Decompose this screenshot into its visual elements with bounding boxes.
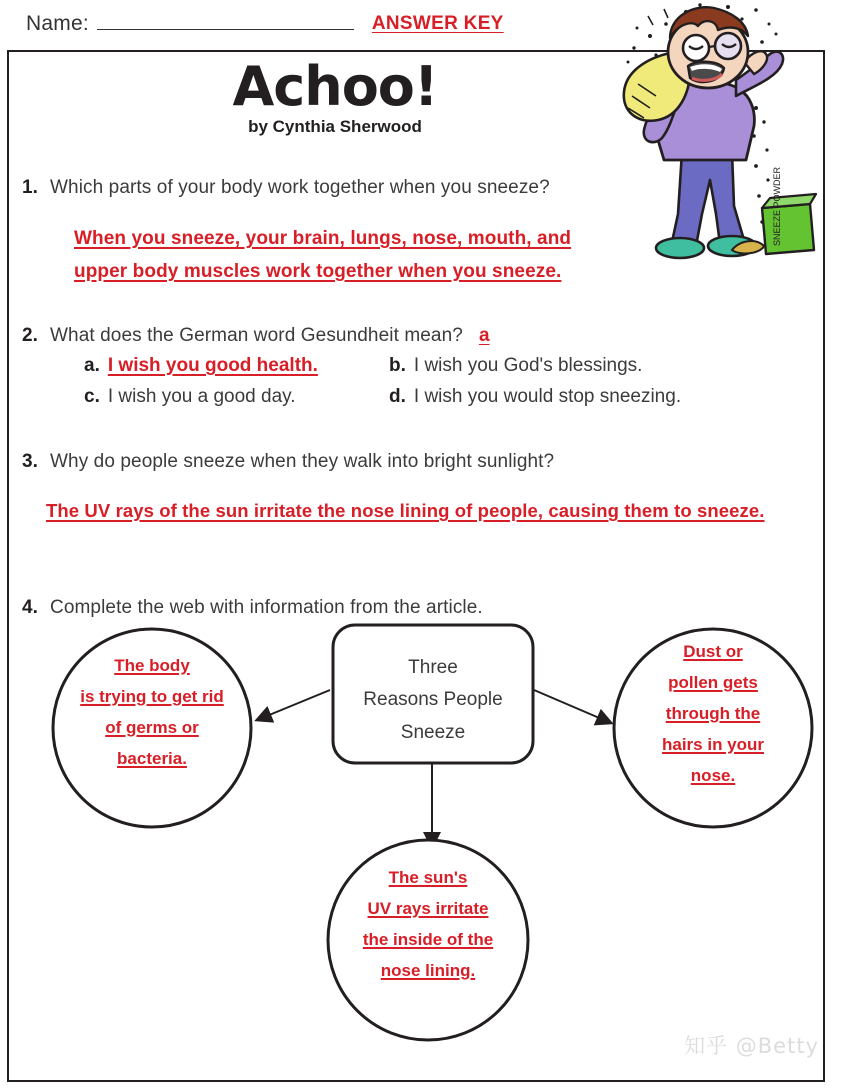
question-4-number: 4. <box>22 597 38 618</box>
choice-a-text: I wish you good health. <box>107 355 318 376</box>
web-right-line-1: Dust or <box>683 642 743 661</box>
sneeze-powder-box <box>732 166 816 254</box>
web-left-line-4: bacteria. <box>117 748 187 768</box>
web-center-line-1: Three <box>408 657 458 678</box>
byline: by Cynthia Sherwood <box>248 117 422 136</box>
question-1-answer <box>74 228 571 294</box>
choice-c-text: I wish you a good day. <box>107 386 296 407</box>
page-title: Achoo! <box>232 55 438 118</box>
choice-row-2 <box>84 386 784 408</box>
question-2-choices <box>84 355 784 417</box>
answer-key-stamp: ANSWER KEY <box>371 13 504 34</box>
left-shoe <box>656 238 704 258</box>
web-bottom-line-1: The sun's <box>388 868 468 887</box>
choice-d-text: I wish you would stop sneezing. <box>413 386 682 407</box>
choice-a[interactable] <box>84 355 389 377</box>
question-1-answer-line-1: When you sneeze, your brain, lungs, nose, mouth, and <box>74 228 572 249</box>
question-3-text: Why do people sneeze when they walk into bright sunlight? <box>50 451 555 472</box>
web-right-line-3: through the <box>665 703 761 723</box>
question-3-answer-line-1: The UV rays of the sun irritate the nose lining of people, causing them to sneeze. <box>46 500 765 521</box>
choice-d[interactable] <box>389 386 681 408</box>
question-3-number: 3. <box>22 451 38 472</box>
question-1-number: 1. <box>22 177 38 198</box>
question-4-text: Complete the web with information from the article. <box>50 597 483 618</box>
question-2 <box>22 325 490 347</box>
web-center-line-3: Sneeze <box>400 721 466 743</box>
web-bottom-line-2: UV rays irritate <box>367 898 489 918</box>
choice-c-letter: c. <box>84 386 100 407</box>
question-2-text: What does the German word Gesundheit mean? <box>50 325 463 346</box>
question-1-text: Which parts of your body work together when you sneeze? <box>50 177 550 198</box>
web-node-bottom-circle <box>328 840 528 1040</box>
web-bottom-line-4: nose lining. <box>380 960 476 980</box>
arrow-center-to-right <box>534 690 611 723</box>
question-3 <box>22 451 554 473</box>
name-label: Name: <box>26 12 89 35</box>
web-left-line-1: The body <box>114 656 190 675</box>
zhihu-watermark: 知乎 @Betty <box>684 1034 819 1058</box>
concept-web-diagram <box>0 615 847 1055</box>
choice-row-1 <box>84 355 784 377</box>
pants-shape <box>672 152 744 246</box>
name-write-in-line[interactable] <box>97 15 354 30</box>
web-node-left-circle <box>53 629 251 827</box>
question-2-number: 2. <box>22 325 38 346</box>
web-left-line-3: of germs or <box>105 717 199 737</box>
web-center-line-2: Reasons People <box>363 689 503 711</box>
question-1-answer-line-2: upper body muscles work together when you sneeze. <box>74 261 562 282</box>
choice-d-letter: d. <box>389 386 406 407</box>
web-right-line-2: pollen gets <box>668 672 758 692</box>
web-right-line-4: hairs in your <box>661 734 765 754</box>
question-2-selected-answer: a <box>478 325 490 346</box>
sneezing-man-illustration <box>604 0 847 272</box>
question-1 <box>22 177 550 199</box>
choice-b[interactable] <box>389 355 642 377</box>
choice-a-letter: a. <box>84 355 100 376</box>
web-right-line-5: nose. <box>690 765 736 785</box>
choice-b-text: I wish you God's blessings. <box>413 355 643 376</box>
choice-b-letter: b. <box>389 355 406 376</box>
web-center-text <box>333 652 533 749</box>
choice-c[interactable] <box>84 386 389 408</box>
web-bottom-line-3: the inside of the <box>362 929 494 949</box>
sneeze-powder-box-label: SNEEZE POWDER <box>772 166 782 246</box>
web-node-right-circle <box>614 629 812 827</box>
arrow-center-to-left <box>257 690 330 720</box>
web-left-line-2: is trying to get rid <box>80 686 224 706</box>
